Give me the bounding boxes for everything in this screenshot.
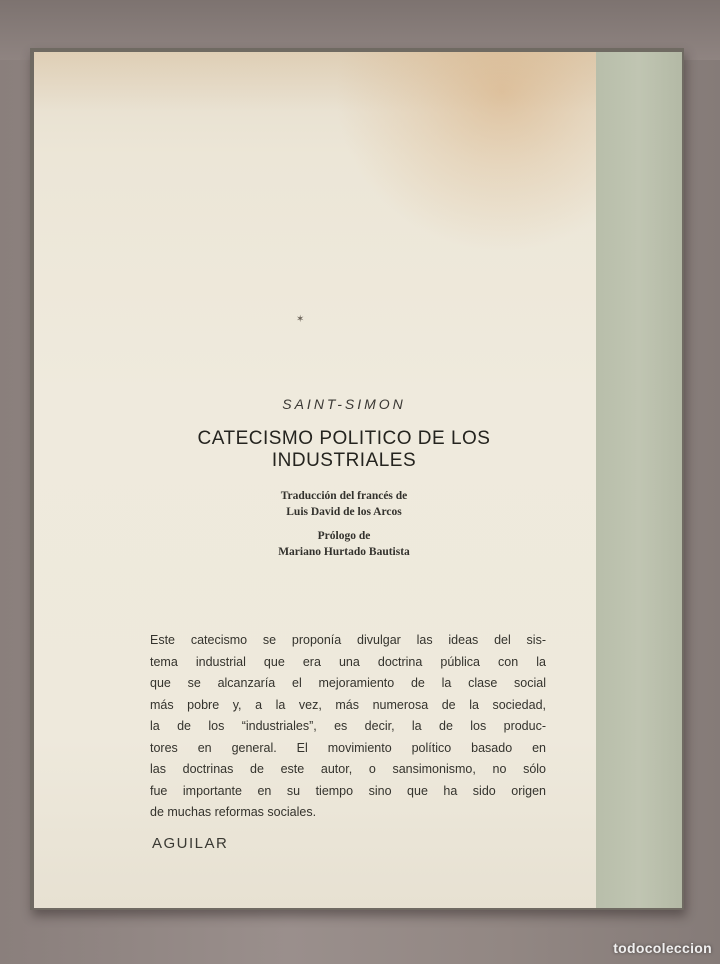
book-back-cover — [30, 48, 684, 910]
translation-credit-line-2: Luis David de los Arcos — [286, 506, 402, 518]
prologue-credit — [144, 528, 544, 560]
blurb-line: de muchas reformas sociales. — [150, 805, 317, 819]
author-name: SAINT-SIMON — [282, 396, 406, 412]
publisher-name: AGUILAR — [152, 835, 229, 852]
blurb-line: tema industrial que era una doctrina pública con la — [150, 654, 546, 669]
translation-credit-line-1: Traducción del francés de — [280, 490, 408, 502]
prologue-credit-line-1: Prólogo de — [317, 530, 371, 542]
cover-paper — [34, 52, 682, 908]
translation-credit — [144, 488, 544, 520]
blurb-line: fue importante en su tiempo sino que ha sido origen — [150, 783, 546, 798]
blurb-line: la de los “industriales”, es decir, la de los produc- — [150, 719, 546, 733]
book-title — [144, 428, 544, 472]
book-title-line-2: INDUSTRIALES — [271, 450, 417, 471]
blurb-line: las doctrinas de este autor, o sansimonismo, no sólo — [150, 762, 546, 776]
blurb-line: tores en general. El movimiento político basado en — [150, 740, 546, 755]
spine-band — [596, 52, 682, 908]
foxing-stain — [334, 52, 614, 252]
cover-text-block — [144, 392, 544, 560]
book-title-line-1: CATECISMO POLITICO DE LOS — [197, 428, 491, 449]
watermark: todocoleccion — [613, 940, 712, 956]
blurb-line: más pobre y, a la vez, más numerosa de la sociedad, — [150, 697, 546, 712]
blurb-line: que se alcanzaría el mejoramiento de la clase social — [150, 676, 546, 690]
prologue-credit-line-2: Mariano Hurtado Bautista — [278, 546, 410, 558]
paper-speck: ✶ — [296, 314, 305, 325]
blurb-line: Este catecismo se proponía divulgar las ideas del sis- — [150, 633, 546, 647]
book-blurb — [150, 630, 546, 824]
